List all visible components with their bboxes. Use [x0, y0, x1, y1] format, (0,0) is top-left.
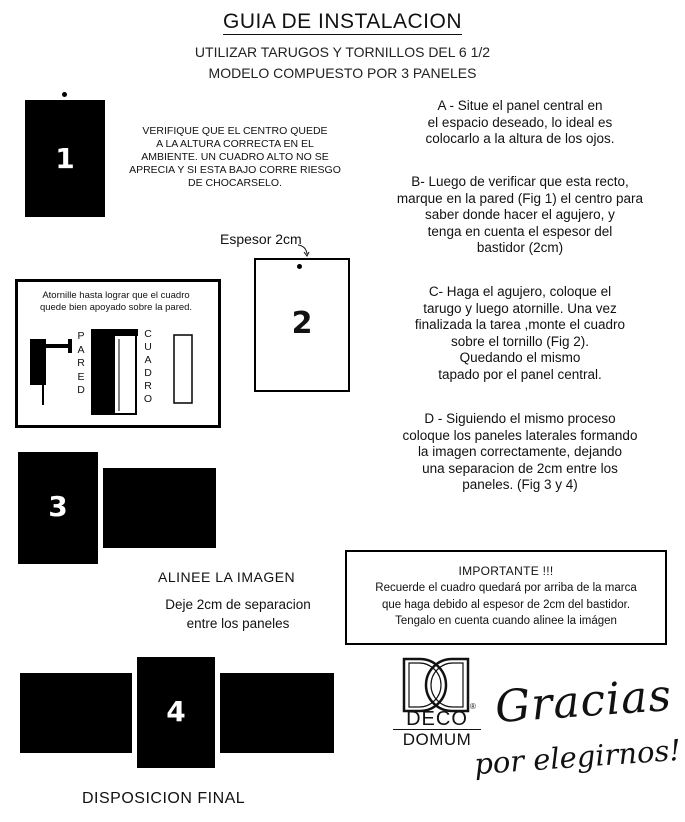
screw-icon — [46, 344, 70, 348]
frame-label: C U A D R O — [143, 328, 153, 405]
thanks-subheading: por elegirnos! — [473, 732, 683, 782]
screw-diagram — [24, 325, 204, 417]
step-d: D - Siguiendo el mismo proceso coloque los paneles laterales formando la imagen correctamente, dejando una separacion de 2cm entre los paneles. (Fig 3 y 4) — [402, 411, 638, 492]
panel-3-number: 3 — [48, 490, 68, 523]
panel-1 — [25, 100, 105, 217]
logo-word-deco: DECO — [393, 709, 481, 730]
logo-word-domum: DOMUM — [402, 730, 472, 749]
panel-3-side — [103, 468, 216, 548]
thickness-label: Espesor 2cm — [220, 231, 302, 247]
panel-1-number: 1 — [55, 142, 75, 175]
final-layout-caption: DISPOSICION FINAL — [82, 790, 246, 807]
center-height-note: VERIFIQUE QUE EL CENTRO QUEDE A LA ALTURA CORRECTA EN EL AMBIENTE. UN CUADRO ALTO NO SE APRECIA Y SI ESTA BAJO CORRE RIESGO DE CHOCARSELO. — [129, 125, 341, 189]
panel-4-number: 4 — [166, 695, 186, 728]
registered-mark: ® — [470, 702, 476, 711]
frame-section — [114, 335, 136, 414]
step-a: A - Situe el panel central en el espacio deseado, lo ideal es colocarlo a la altura de los ojos. — [425, 98, 615, 146]
page-title: GUIA DE INSTALACION — [223, 10, 462, 33]
subtitle-model: MODELO COMPUESTO POR 3 PANELES — [208, 65, 477, 81]
step-b: B- Luego de verificar que esta recto, marque en la pared (Fig 1) el centro para saber donde hacer el agujero, y tenga en cuenta el espesor del bastidor (2cm) — [396, 174, 644, 255]
thickness-arrow-icon — [296, 244, 312, 258]
align-caption: ALINEE LA IMAGEN — [158, 569, 296, 585]
frame-side-view — [174, 335, 192, 403]
subtitle-screws: UTILIZAR TARUGOS Y TORNILLOS DEL 6 1/2 — [194, 44, 491, 60]
step-c: C- Haga el agujero, coloque el tarugo y luego atornille. Una vez finalizada la tarea ,monte el cuadro sobre el tornillo (Fig 2). Quedando el mismo tapado por el panel central. — [414, 284, 626, 382]
important-title: IMPORTANTE !!! — [458, 564, 554, 578]
panel-4-left — [20, 673, 132, 753]
screw-mark-dot — [297, 264, 302, 269]
panel-2-number: 2 — [291, 306, 313, 341]
deco-domum-logo-icon — [390, 655, 482, 715]
thanks-heading: Gracias — [493, 669, 674, 734]
panel-4-right — [220, 673, 334, 753]
panel-3 — [18, 452, 98, 564]
separation-note: Deje 2cm de separacion entre los paneles — [165, 597, 311, 631]
screw-instruction: Atornille hasta lograr que el cuadro quede bien apoyado sobre la pared. — [39, 290, 193, 313]
wall-label: P A R E D — [77, 330, 85, 396]
panel-4-center — [137, 657, 215, 768]
important-body: Recuerde el cuadro quedará por arriba de la marca que haga debido al espesor de 2cm del bastidor. Tengalo en cuenta cuando alinee la imágen — [375, 582, 637, 627]
center-mark-dot — [62, 92, 67, 97]
